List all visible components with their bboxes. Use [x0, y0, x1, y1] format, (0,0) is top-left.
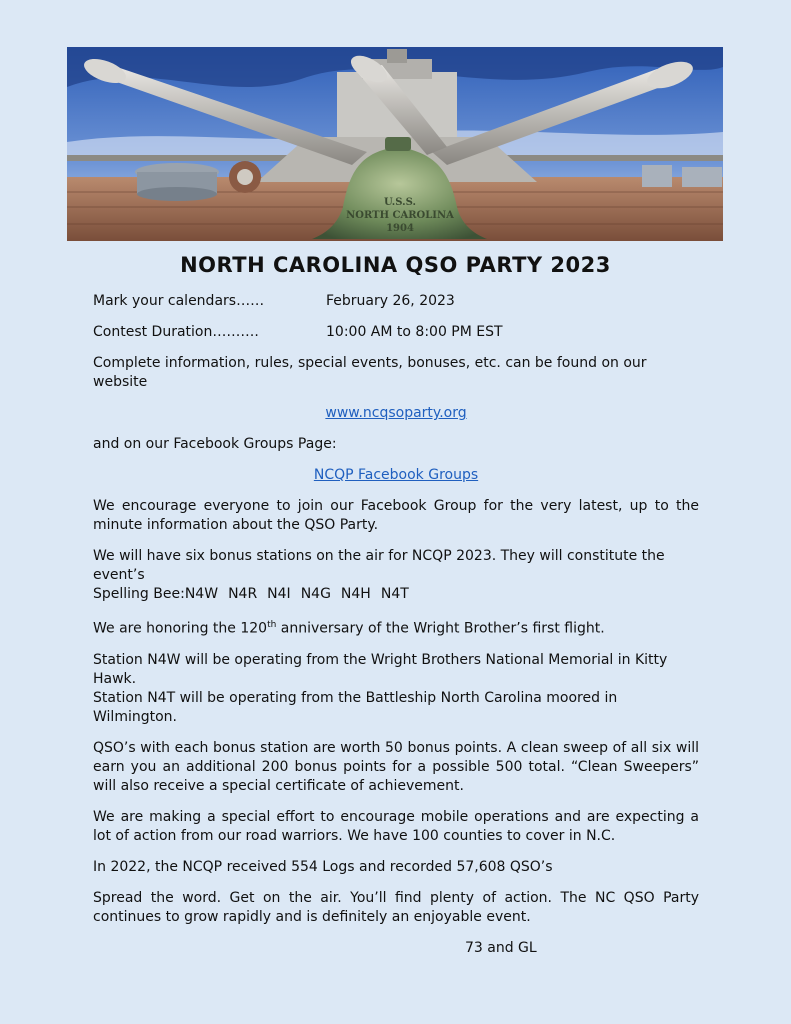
bonus-call-n4i: N4I: [267, 586, 291, 602]
facebook-link-line: [93, 466, 699, 485]
signoff: 73 and GL: [465, 939, 537, 956]
battleship-banner-image: [67, 47, 723, 241]
spelling-bee-label: Spelling Bee:: [93, 586, 185, 602]
duration-row: [93, 323, 699, 342]
bonus-intro: We will have six bonus stations on the air for NCQP 2023. They will constitute the event’s: [93, 548, 665, 583]
facebook-intro: and on our Facebook Groups Page:: [93, 436, 337, 452]
duration-label: Contest Duration……….: [93, 324, 259, 340]
bonus-call-n4t: N4T: [380, 586, 409, 602]
stats-paragraph: In 2022, the NCQP received 554 Logs and recorded 57,608 QSO’s: [93, 858, 553, 875]
spread-paragraph: Spread the word. Get on the air. You’ll find plenty of action. The NC QSO Party continues to grow rapidly and is definitely an enjoyable event.: [93, 889, 699, 925]
website-link[interactable]: www.ncqsoparty.org: [325, 405, 467, 421]
flyer-content: [93, 292, 699, 970]
bonus-call-n4h: N4H: [340, 586, 371, 602]
mobile-paragraph: We are making a special effort to encourage mobile operations and are expecting a lot of action from our road warriors. We have 100 counties to cover in N.C.: [93, 808, 699, 844]
website-link-line: [93, 404, 699, 423]
stations-paragraph: [93, 651, 699, 727]
page-title: NORTH CAROLINA QSO PARTY 2023: [180, 253, 611, 277]
calendar-date: February 26, 2023: [326, 293, 455, 309]
bonus-call-n4r: N4R: [228, 586, 258, 602]
bonus-call-n4g: N4G: [300, 586, 331, 602]
facebook-groups-link[interactable]: NCQP Facebook Groups: [313, 467, 479, 483]
spelling-bee-line: [93, 586, 419, 602]
bonus-call-n4w: N4W: [184, 586, 219, 602]
anniversary-text-end: anniversary of the Wright Brother’s first flight.: [276, 620, 605, 637]
points-paragraph: QSO’s with each bonus station are worth 50 bonus points. A clean sweep of all six will earn you an additional 200 bonus points for a possible 500 total. “Clean Sweepers” will also receive a special certificate of achievement.: [93, 739, 699, 794]
anniversary-text-start: We are honoring the 120: [93, 620, 268, 637]
calendar-label: Mark your calendars……: [93, 293, 265, 309]
station-n4t-text: Station N4T will be operating from the Battleship North Carolina moored in Wilmington.: [93, 689, 618, 725]
encourage-paragraph: We encourage everyone to join our Facebook Group for the very latest, up to the minute information about the QSO Party.: [93, 498, 699, 533]
bonus-paragraph: [93, 547, 699, 604]
anniversary-paragraph: [93, 616, 699, 639]
battleship-deck-illustration: [67, 47, 723, 241]
station-n4w-text: Station N4W will be operating from the Wright Brothers National Memorial in Kitty Hawk.: [93, 651, 668, 687]
bell-inscription-line1: U.S.S.: [384, 197, 416, 208]
bell-inscription-line3: 1904: [386, 223, 414, 234]
duration-value: 10:00 AM to 8:00 PM EST: [326, 324, 503, 340]
anniversary-superscript: th: [267, 620, 277, 630]
calendar-row: [93, 292, 699, 311]
info-paragraph: Complete information, rules, special events, bonuses, etc. can be found on our website: [93, 355, 647, 390]
bell-inscription-line2: NORTH CAROLINA: [346, 210, 454, 221]
